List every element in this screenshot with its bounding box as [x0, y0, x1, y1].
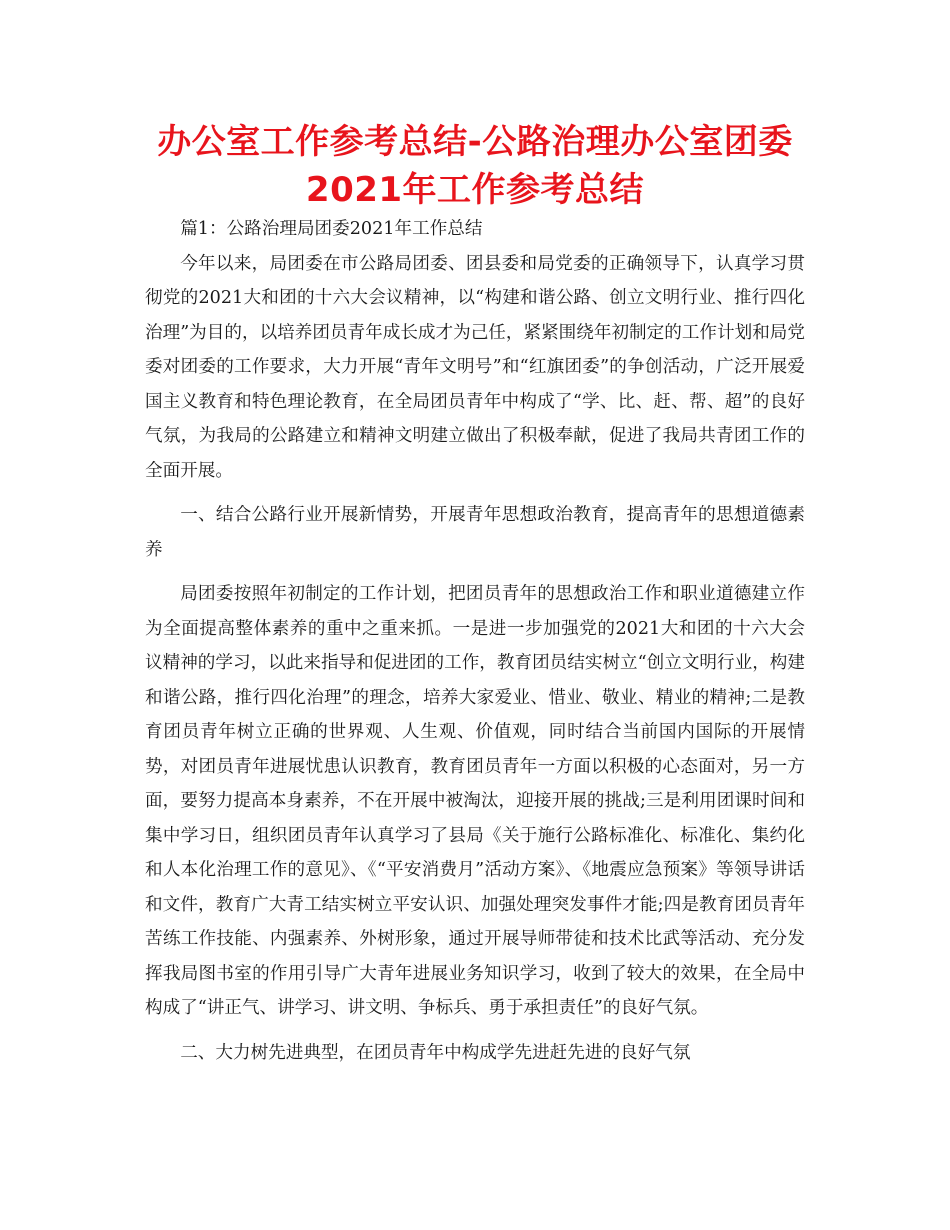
section-one-paragraph: 局团委按照年初制定的工作计划，把团员青年的思想政治工作和职业道德建立作为全面提高整体素养的重中之重来抓。一是进一步加强党的2021大和团的十六大会议精神的学习，以此来指导和促进团的工作，教育团员结实树立“创立文明行业，构建和谐公路，推行四化治理”的理念，培养大家爱业、惜业、敬业、精业的精神;二是教育团员青年树立正确的世界观、人生观、价值观，同时结合当前国内国际的开展情势，对团员青年进展忧患认识教育，教育团员青年一方面以积极的心态面对，另一方面，要努力提高本身素养，不在开展中被淘汰，迎接开展的挑战;三是利用团课时间和集中学习日，组织团员青年认真学习了县局《关于施行公路标准化、标准化、集约化和人本化治理工作的意见》、《“平安消费月”活动方案》、《地震应急预案》等领导讲话和文件，教育广大青工结实树立平安认识、加强处理突发事件才能;四是教育团员青年苦练工作技能、内强素养、外树形象，通过开展导师带徒和技术比武等活动、充分发挥我局图书室的作用引导广大青年进展业务知识学习，收到了较大的效果，在全局中构成了“讲正气、讲学习、讲文明、争标兵、勇于承担责任”的良好气氛。 — [145, 584, 805, 1018]
document-body — [145, 212, 805, 1070]
document-title: 办公室工作参考总结-公路治理办公室团委2021年工作参考总结 — [157, 122, 793, 210]
section-heading-part1: 篇1：公路治理局团委2021年工作总结 — [180, 219, 483, 239]
intro-paragraph: 今年以来，局团委在市公路局团委、团县委和局党委的正确领导下，认真学习贯彻党的2021大和团的十六大会议精神，以“构建和谐公路、创立文明行业、推行四化治理”为目的，以培养团员青年成长成才为己任，紧紧围绕年初制定的工作计划和局党委对团委的工作要求，大力开展“青年文明号”和“红旗团委”的争创活动，广泛开展爱国主义教育和特色理论教育，在全局团员青年中构成了“学、比、赶、帮、超”的良好气氛，为我局的公路建立和精神文明建立做出了积极奉献，促进了我局共青团工作的全面开展。 — [145, 253, 805, 481]
section-heading-two: 二、大力树先进典型，在团员青年中构成学先进赶先进的良好气氛 — [180, 1042, 691, 1063]
section-heading-one: 一、结合公路行业开展新情势，开展青年思想政治教育，提高青年的思想道德素养 — [145, 505, 805, 560]
